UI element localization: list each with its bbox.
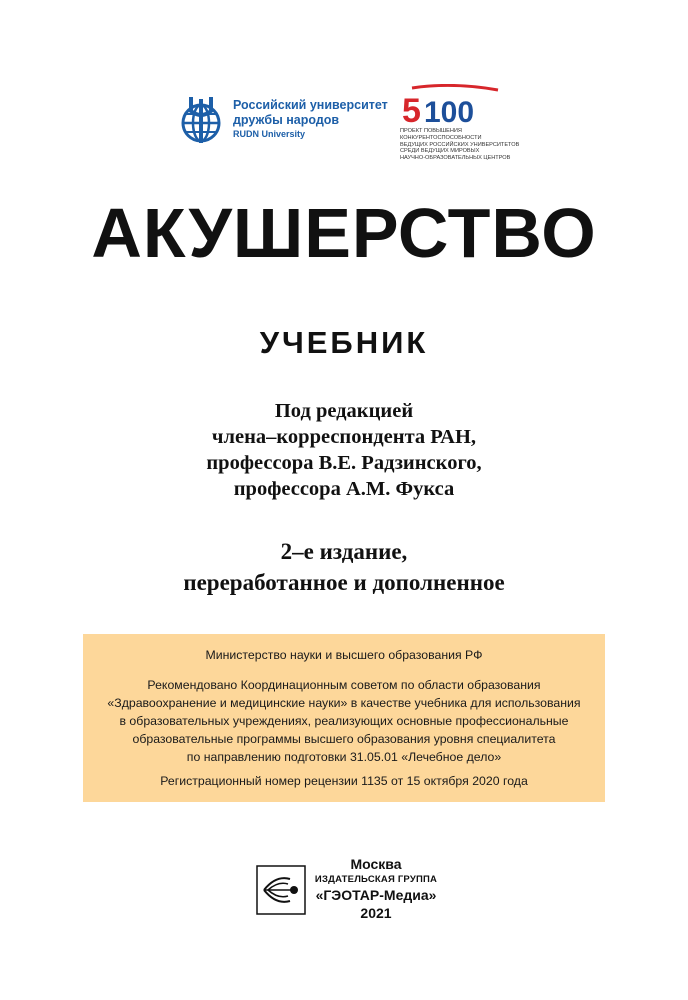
rudn-name-line1: Российский университет [233, 98, 388, 112]
project-5100-emblem [398, 84, 508, 128]
publisher-block [256, 855, 446, 927]
edition-line: 2–е издание, [280, 539, 408, 564]
rudn-globe-icon [177, 95, 229, 147]
publisher-city: Москва [350, 856, 402, 872]
recommendation-line: в образовательных учреждениях, реализующих основные профессиональные [119, 714, 569, 728]
rudn-name-line2: дружбы народов [233, 113, 340, 127]
editors-line: Под редакцией [274, 400, 414, 422]
editors-block [0, 398, 688, 502]
recommendation-line: Рекомендовано Координационным советом по области образования [147, 678, 541, 692]
edition-line: переработанное и дополненное [183, 570, 505, 595]
caption-line: КОНКУРЕНТОСПОСОБНОСТИ [400, 134, 482, 141]
publication-year: 2021 [360, 905, 392, 921]
caption-line: ВЕДУЩИХ РОССИЙСКИХ УНИВЕРСИТЕТОВ [400, 141, 520, 148]
caption-line: СРЕДИ ВЕДУЩИХ МИРОВЫХ [400, 148, 480, 155]
publisher-text [296, 855, 456, 922]
project-5100-caption [400, 128, 519, 162]
recommendation-box [83, 634, 605, 802]
rudn-logo [177, 95, 387, 151]
svg-text:5: 5 [402, 92, 421, 128]
book-title: АКУШЕРСТВО [91, 194, 597, 272]
publisher-name: «ГЭОТАР-Медиа» [315, 887, 437, 903]
project-5100-logo [398, 84, 528, 166]
recommendation-line: по направлению подготовки 31.05.01 «Лечебное дело» [186, 750, 502, 764]
publisher-house: ИЗДАТЕЛЬСКАЯ ГРУППА [314, 874, 438, 885]
recommendation-line: «Здравоохранение и медицинские науки» в качестве учебника для использования [107, 696, 581, 710]
editors-line: члена–корреспондента РАН, [211, 426, 477, 448]
registration-line: Регистрационный номер рецензии 1135 от 15 октября 2020 года [160, 774, 528, 788]
editors-line: профессора В.Е. Радзинского, [206, 452, 482, 474]
book-subtitle: УЧЕБНИК [259, 325, 429, 360]
editors-line: профессора А.М. Фукса [233, 478, 455, 500]
svg-text:100: 100 [424, 96, 475, 128]
recommendation-line: образовательные программы высшего образования уровня специалитета [132, 732, 556, 746]
rudn-name-english: RUDN University [233, 129, 306, 139]
ministry-line: Министерство науки и высшего образования РФ [205, 648, 483, 662]
caption-line: НАУЧНО-ОБРАЗОВАТЕЛЬНЫХ ЦЕНТРОВ [400, 155, 511, 162]
edition-block [0, 536, 688, 598]
caption-line: ПРОЕКТ ПОВЫШЕНИЯ [400, 128, 462, 134]
